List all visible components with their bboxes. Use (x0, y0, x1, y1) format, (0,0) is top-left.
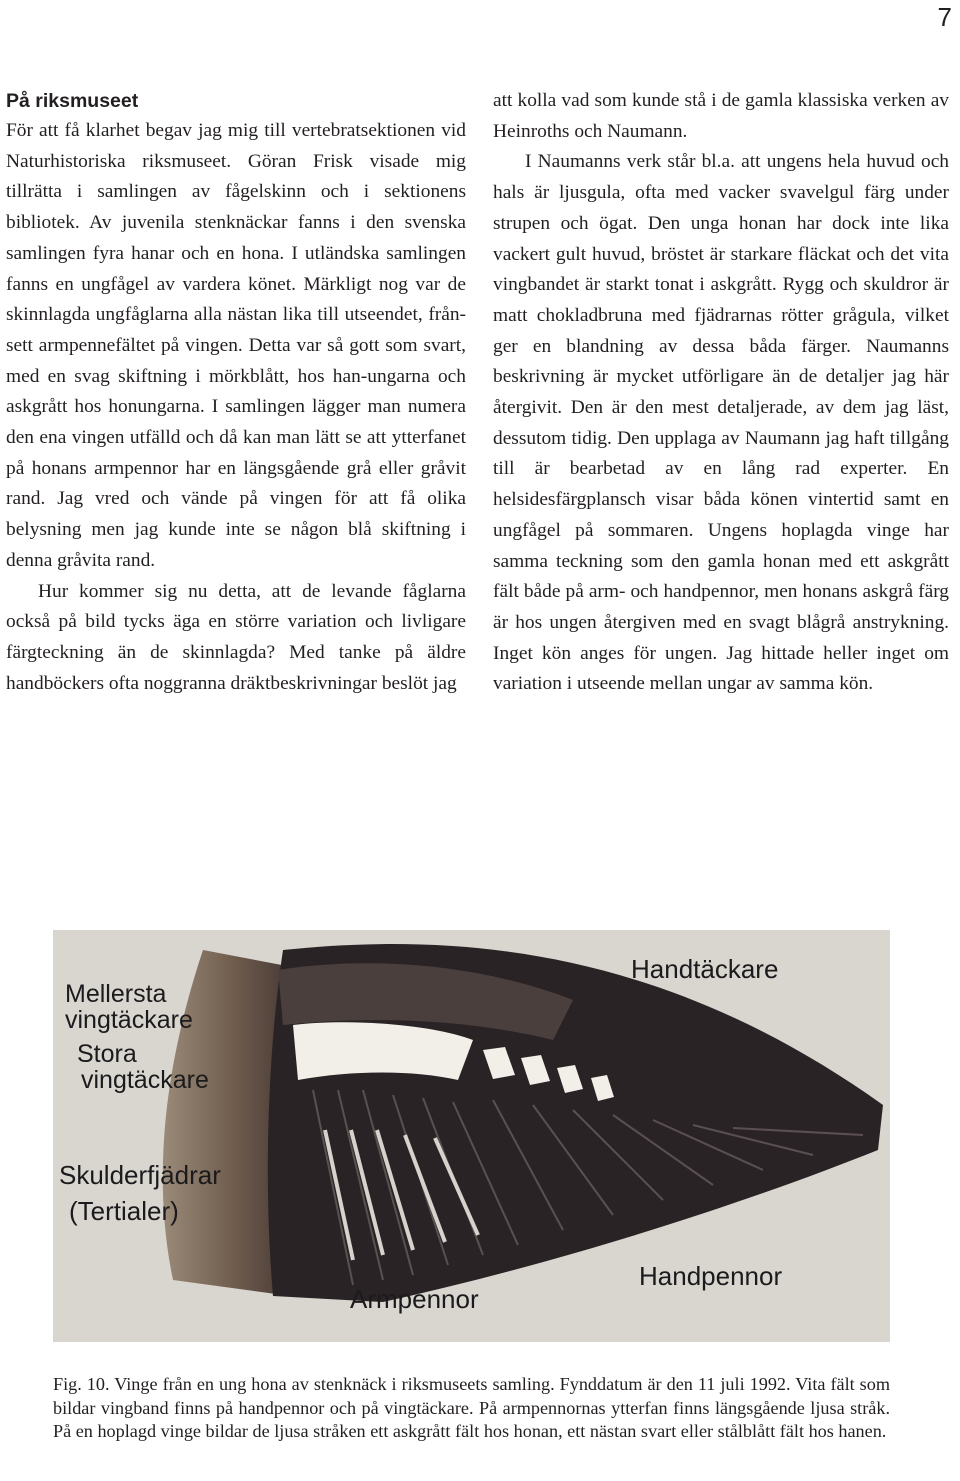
label-armpennor: Armpennor (350, 1284, 479, 1314)
paragraph: För att få klarhet begav jag mig till vertebratsektionen vid Naturhistoriska riksmuseet. Göran Frisk visade mig tillrätta i samlingen av fågelskinn och i sektionens bibliotek. Av juvenila stenknäckar fanns i den svenska samlingen fyra hanar och en hona. I utländska samlingen fanns en ungfågel av vardera könet. Märkligt nog var de skinnlagda ungfåglarna alla nästan lika till utseendet, frånsett armpennefältet på vingen. Detta var så gott som svart, med en svag skiftning i mörkblått, hos han-ungarna och askgrått hos honungarna. I samlingen lägger man numera den ena vingen utfälld och då kan man lätt se att ytterfanet på honans armpennor har en längsgående grå eller gråvit rand. Jag vred och vände på vingen för att få olika belysning men jag kunde inte se någon blå skiftning i denna gråvita rand. (6, 120, 466, 571)
label-mellersta-2: vingtäckare (65, 1006, 193, 1034)
label-mellersta-1: Mellersta (65, 980, 167, 1008)
label-skulder-2: (Tertialer) (69, 1196, 179, 1226)
paragraph: att kolla vad som kunde stå i de gamla klassiska verken av Heinroths och Naumann. (493, 90, 949, 142)
label-skulder-1: Skulderfjädrar (59, 1160, 221, 1190)
paragraph: Hur kommer sig nu detta, att de levande fåglarna också på bild tycks äga en större variation och livligare färgteckning än de skinnlagda? Med tanke på äldre handböckers ofta noggranna dräktbeskrivningar beslöt jag (6, 580, 466, 694)
label-handtackare: Handtäckare (631, 954, 779, 984)
wing-photo (53, 930, 890, 1342)
label-handpennor: Handpennor (639, 1261, 783, 1291)
page-number: 7 (937, 2, 952, 32)
figure-caption: Fig. 10. Vinge från en ung hona av stenknäck i riksmuseets samling. Fynddatum är den 11 juli 1992. Vita fält som bildar vingband finns på handpennor och på vingtäckare. På armpennornas ytterfan finns längsgående ljusa stråk. På en hoplagd vinge bildar de ljusa stråken ett askgrått fält hos honan, ett nästan svart eller stålblått fält hos hanen. (53, 1374, 890, 1442)
section-heading: På riksmuseet (6, 90, 139, 112)
right-column (493, 86, 949, 700)
wing-illustration (53, 930, 890, 1342)
paragraph: I Naumanns verk står bl.a. att ungens hela huvud och hals är ljusgula, ofta med vacker svavelgul färg under strupen och ögat. Den unga honan har dock inte lika vackert gult huvud, bröstet är starkare fläckat och det vita vingbandet är starkt tonat i askgrått. Rygg och skuldror är matt chokladbruna med fjädrarnas rötter grågula, vilket ger en blandning av dessa båda färger. Naumanns beskrivning är mycket utförligare än de detaljer jag här återgivit. Den är den mest detaljerade, av dem jag läst, dessutom tidig. Den upplaga av Naumann jag haft tillgång till är bearbetad av en lång rad experter. En helsidesfärgplansch visar båda könen vintertid samt en ungfågel på sommaren. Ungens hoplagda vinge har samma teckning som den gamla honan med ett askgrått fält både på arm- och handpennor, men honans askgrå färg är hos ungen återgiven med en svagt blågrå anstrykning. Inget kön anges för ungen. Jag hittade heller inget om variation i utseende mellan ungar av samma kön. (493, 151, 949, 695)
label-stora-2: vingtäckare (81, 1066, 209, 1094)
left-column (6, 86, 466, 699)
label-stora-1: Stora (77, 1040, 137, 1068)
